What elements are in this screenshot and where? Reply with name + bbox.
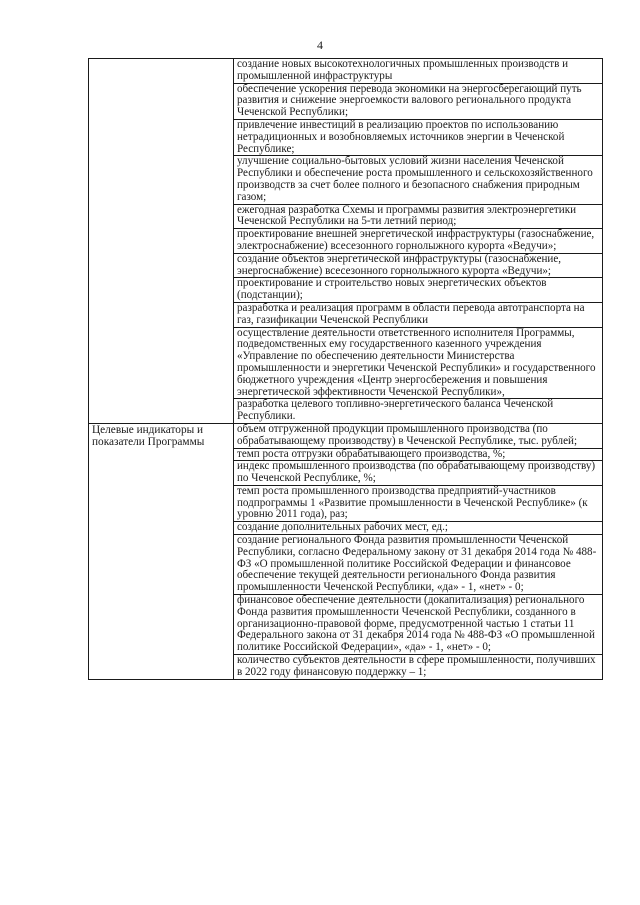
- list-item: разработка и реализация программ в области перевода автотранспорта на газ, газификации Чеченской Республики: [237, 302, 585, 326]
- list-item: создание регионального Фонда развития промышленности Чеченской Республики, согласно Федеральному закону от 31 декабря 2014 года № 488-ФЗ «О промышленной политике Российской Федерации и финансовое обеспечение текущей деятельности регионального Фонда развития промышленности Чеченской Республики, «да» - 1, «нет» - 0;: [237, 534, 597, 594]
- list-item: разработка целевого топливно-энергетического баланса Чеченской Республики.: [237, 398, 554, 423]
- list-item: проектирование и строительство новых энергетических объектов (подстанции);: [237, 277, 547, 302]
- item-cell: [234, 423, 603, 448]
- section-label: Целевые индикаторы и показатели Программы: [92, 423, 205, 449]
- list-item: индекс промышленного производства (по обрабатывающему производству) по Чеченской Республике, %;: [237, 460, 596, 485]
- item-cell: [234, 522, 603, 535]
- item-cell: [234, 119, 603, 155]
- list-item: привлечение инвестиций в реализацию проектов по использованию нетрадиционных и возобновляемых источников энергии в Чеченской Республике;: [237, 119, 565, 155]
- list-item: ежегодная разработка Схемы и программы развития электроэнергетики Чеченской Республики на 5-ти летний период;: [237, 204, 577, 228]
- list-item: осуществление деятельности ответственного исполнителя Программы, подведомственных ему государственного казенного учреждения «Управление по обеспечению деятельности Министерства промышленности и энергетики Чеченской Республики» и государственного бюджетного учреждения «Центр энергосбережения и повышения энергетической эффективности Чеченской Республики»,: [237, 327, 596, 398]
- table-row: [89, 423, 603, 448]
- list-item: темп роста отгрузки обрабатывающего производства, %;: [237, 448, 506, 460]
- table-row: [89, 59, 603, 84]
- item-cell: [234, 278, 603, 303]
- item-cell: [234, 59, 603, 84]
- page-number: 4: [317, 38, 323, 52]
- item-cell: [234, 327, 603, 399]
- list-item: объем отгруженной продукции промышленного производства (по обрабатывающему производству) в Чеченской Республике, тыс. рублей;: [237, 423, 578, 447]
- list-item: создание новых высокотехнологичных промышленных производств и промышленной инфраструктуры: [237, 58, 569, 82]
- list-item: создание объектов энергетической инфраструктуры (газоснабжение, энергоснабжение) всесезонного горнолыжного курорта «Ведучи»;: [237, 253, 562, 277]
- item-cell: [234, 461, 603, 486]
- list-item: количество субъектов деятельности в сфере промышленности, получивших в 2022 году финансовую поддержку – 1;: [237, 654, 596, 678]
- item-cell: [234, 485, 603, 521]
- item-cell: [234, 253, 603, 278]
- list-item: обеспечение ускорения перевода экономики на энергосберегающий путь развития и снижение энергоемкости валового регионального продукта Чеченской Республики;: [237, 83, 582, 119]
- section-label-cell: [89, 59, 234, 424]
- list-item: темп роста промышленного производства предприятий-участников подпрограммы 1 «Развитие промышленности в Чеченской Республике» (к уровню 2011 года), раз;: [237, 485, 588, 521]
- item-cell: [234, 535, 603, 595]
- list-item: проектирование внешней энергетической инфраструктуры (газоснабжение, электроснабжение) всесезонного горнолыжного курорта «Ведучи»;: [237, 228, 595, 252]
- item-cell: [234, 83, 603, 119]
- item-cell: [234, 229, 603, 254]
- item-cell: [234, 156, 603, 204]
- list-item: создание дополнительных рабочих мест, ед.;: [237, 521, 449, 534]
- item-cell: [234, 204, 603, 229]
- list-item: финансовое обеспечение деятельности (докапитализация) регионального Фонда развития промышленности Чеченской Республики, созданного в организационно-правовой форме, предусмотренной частью 1 статьи 11 Федерального закона от 31 декабря 2014 года № 488-ФЗ «О промышленной политике Российской Федерации», «да» - 1, «нет» - 0;: [237, 594, 595, 654]
- item-cell: [234, 595, 603, 655]
- list-item: улучшение социально-бытовых условий жизни населения Чеченской Республики и обеспечение роста промышленного и сельскохозяйственного производств за счет более полного и безопасного снабжения природным газом;: [237, 155, 593, 203]
- item-cell: [234, 399, 603, 424]
- item-cell: [234, 302, 603, 327]
- item-cell: [234, 655, 603, 680]
- section-label-cell: [89, 423, 234, 679]
- item-cell: [234, 448, 603, 461]
- program-passport-table: [88, 58, 603, 680]
